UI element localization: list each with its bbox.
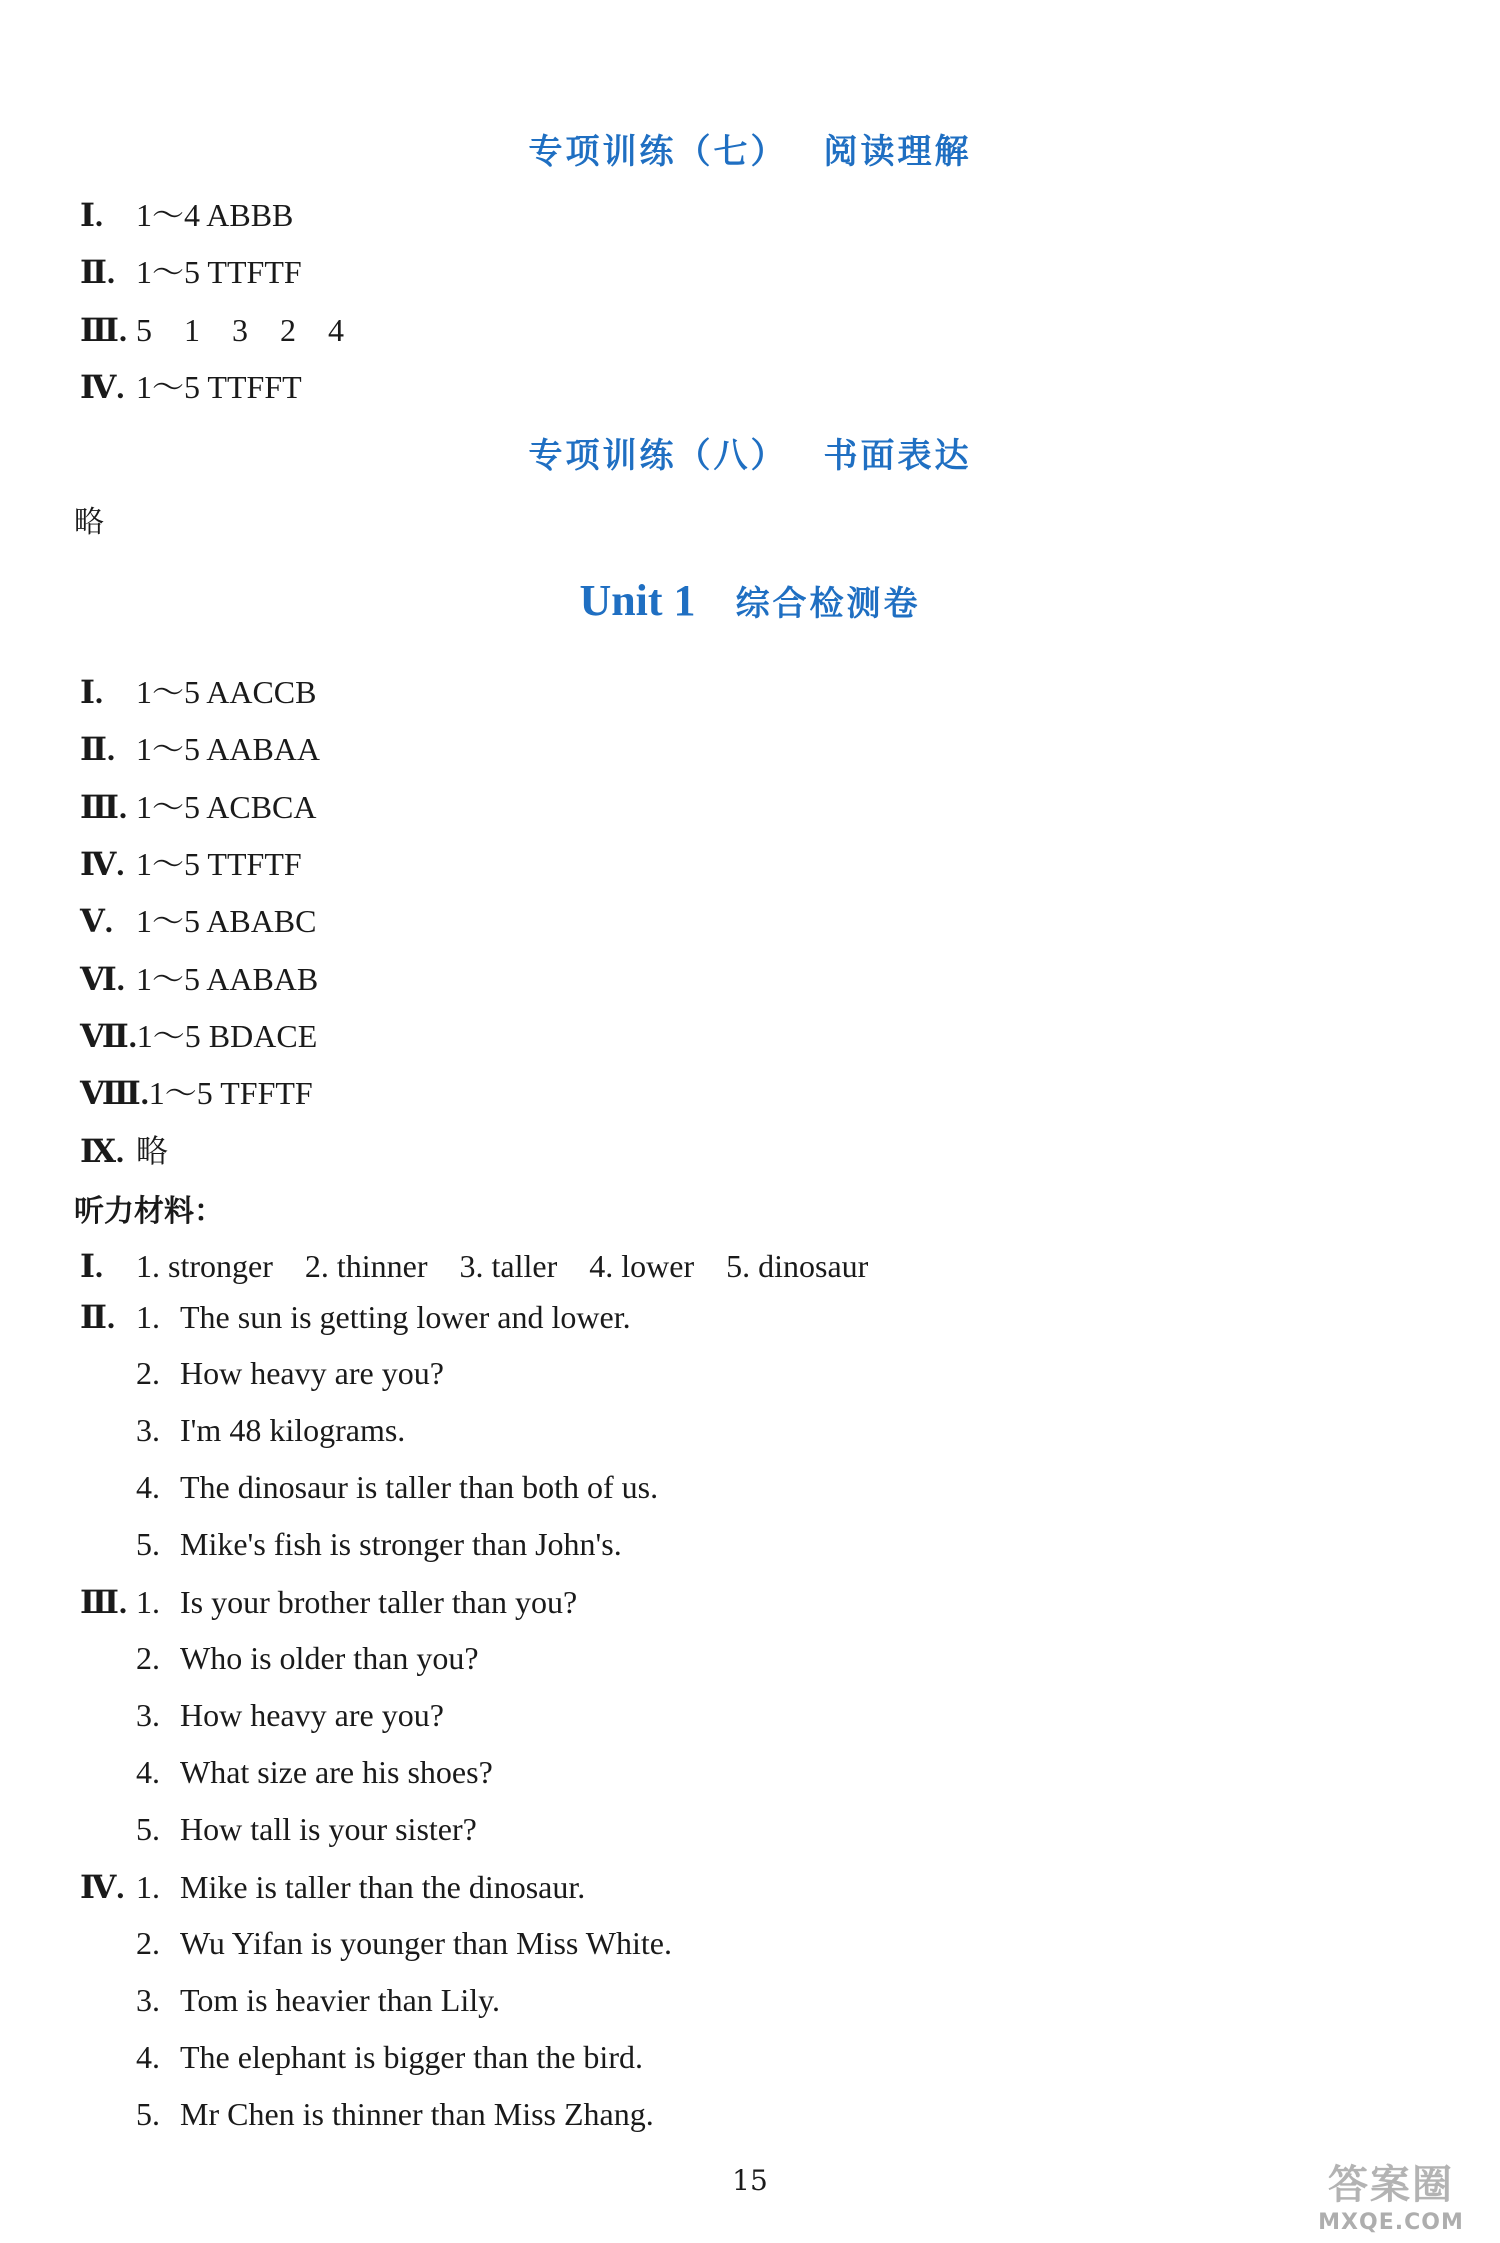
listening-part3-item-3: 3. How heavy are you?: [136, 1697, 444, 1733]
listening-part2-item-3: 3. I'm 48 kilograms.: [136, 1412, 406, 1448]
unit1-answer-1: Ⅰ. 1～5 AACCB: [80, 674, 317, 710]
unit1-answer-8: Ⅷ.1～5 TFFTF: [80, 1075, 313, 1111]
listening-part3-item-1: Ⅲ. 1. Is your brother taller than you?: [80, 1584, 578, 1620]
listening-part3-item-5: 5. How tall is your sister?: [136, 1811, 477, 1847]
listening-part2-item-2: 2. How heavy are you?: [136, 1355, 444, 1391]
unit1-answer-4: Ⅳ. 1～5 TTFTF: [80, 846, 302, 882]
unit1-answer-5: Ⅴ. 1～5 ABABC: [80, 903, 317, 939]
page-number: 15: [732, 2164, 768, 2197]
unit1-title: Unit 1: [579, 576, 696, 625]
unit1-answer-7: Ⅶ.1～5 BDACE: [80, 1018, 318, 1054]
section8-title-a: 专项训练（八）: [528, 436, 788, 476]
unit1-subtitle: 综合检测卷: [735, 584, 921, 624]
listening-part4-item-1: Ⅳ. 1. Mike is taller than the dinosaur.: [80, 1869, 586, 1905]
unit1-heading: [0, 575, 1500, 626]
listening-part3-item-4: 4. What size are his shoes?: [136, 1754, 493, 1790]
section7-answer-4: Ⅳ. 1～5 TTFFT: [80, 369, 302, 405]
unit1-answer-3: Ⅲ. 1～5 ACBCA: [80, 789, 317, 825]
listening-part1: Ⅰ. 1. stronger 2. thinner 3. taller 4. lower 5. dinosaur: [80, 1248, 869, 1284]
watermark-line1: 答案圈: [1328, 2162, 1454, 2208]
listening-part4-item-5: 5. Mr Chen is thinner than Miss Zhang.: [136, 2096, 654, 2132]
section7-answer-3: Ⅲ. 5 1 3 2 4: [80, 312, 345, 348]
listening-part4-item-4: 4. The elephant is bigger than the bird.: [136, 2039, 643, 2075]
listening-part2-item-4: 4. The dinosaur is taller than both of us.: [136, 1469, 659, 1505]
section8-title-b: 书面表达: [823, 436, 972, 476]
listening-part4-item-3: 3. Tom is heavier than Lily.: [136, 1982, 501, 2018]
section8-answer: 略: [74, 505, 104, 540]
section8-heading: [0, 428, 1500, 477]
listening-part2-item-5: 5. Mike's fish is stronger than John's.: [136, 1526, 622, 1562]
listening-label: 听力材料：: [74, 1194, 224, 1229]
listening-part4-item-2: 2. Wu Yifan is younger than Miss White.: [136, 1925, 672, 1961]
section7-title-b: 阅读理解: [823, 132, 972, 172]
listening-part2-item-1: Ⅱ. 1. The sun is getting lower and lower.: [80, 1299, 631, 1335]
listening-part3-item-2: 2. Who is older than you?: [136, 1640, 479, 1676]
unit1-answer-9: Ⅸ. 略: [80, 1133, 169, 1169]
unit1-answer-2: Ⅱ. 1～5 AABAA: [80, 731, 321, 767]
section7-heading: [0, 124, 1500, 173]
watermark-line2: MXQE.COM: [1318, 2210, 1464, 2235]
section7-title-a: 专项训练（七）: [528, 132, 788, 172]
watermark-logo: [1296, 2153, 1486, 2233]
section7-answer-1: Ⅰ. 1～4 ABBB: [80, 197, 294, 233]
section7-answer-2: Ⅱ. 1～5 TTFTF: [80, 254, 302, 290]
unit1-answer-6: Ⅵ. 1～5 AABAB: [80, 961, 319, 997]
